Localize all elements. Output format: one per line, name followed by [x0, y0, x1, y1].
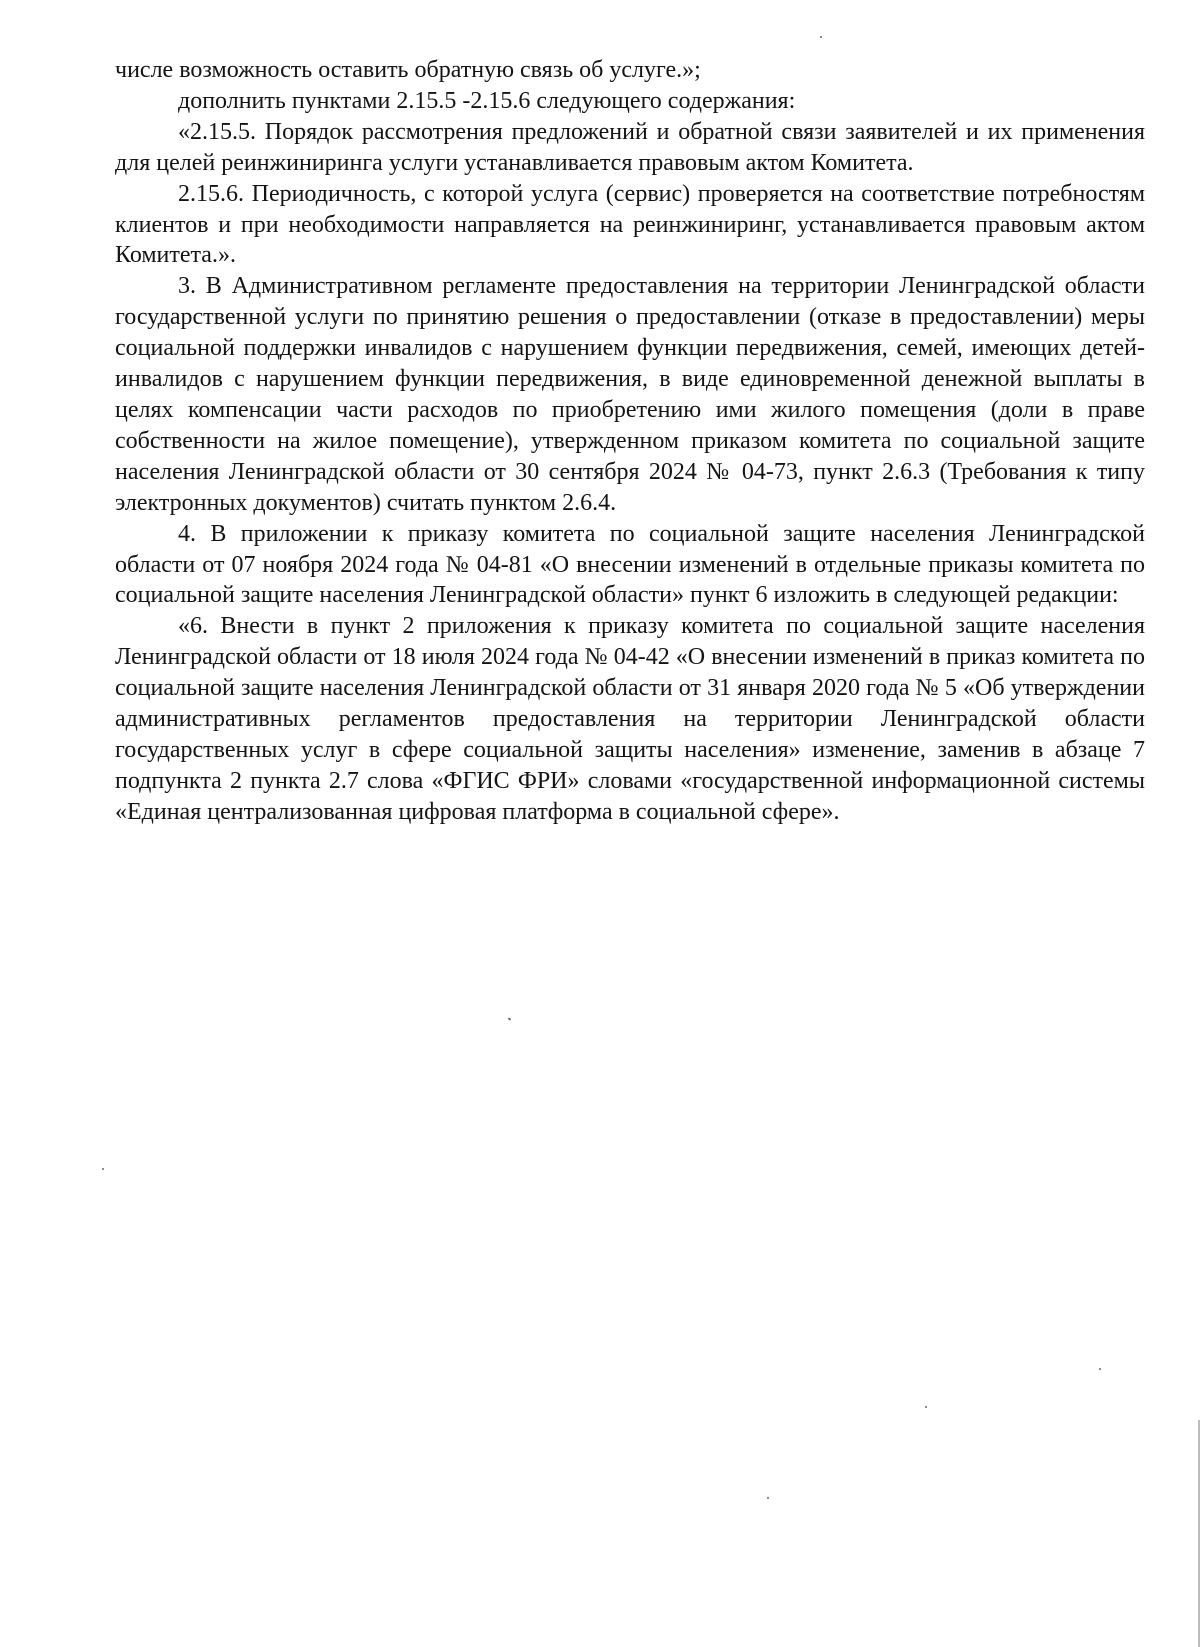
scan-speck: [102, 1168, 104, 1170]
scan-speck: [925, 1406, 927, 1408]
scan-speck: [1099, 1368, 1101, 1370]
paragraph-item-6-quote: «6. Внести в пункт 2 приложения к приказу комитета по социальной защите населения Ленинградской области от 18 июля 2024 года № 04-42 «О внесении изменений в приказ комитета по социальной защите населения Ленинградской области от 31 января 2020 года № 5 «Об утверждении административных регламентов предоставления на территории Ленинградской области государственных услуг в сфере социальной защиты населения» изменение, заменив в абзаце 7 подпункта 2 пункта 2.7 слова «ФГИС ФРИ» словами «государственной информационной системы «Единая централизованная цифровая платформа в социальной сфере».: [115, 613, 1145, 825]
scan-speck: [508, 1017, 512, 1020]
paragraph-item-3: 3. В Административном регламенте предоставления на территории Ленинградской области государственной услуги по принятию решения о предоставлении (отказе в предоставлении) меры социальной поддержки инвалидов с нарушением функции передвижения, семей, имеющих детей-инвалидов с нарушением функции передвижения, в виде единовременной денежной выплаты в целях компенсации части расходов по приобретению ими жилого помещения (доли в праве собственности на жилое помещение), утвержденном приказом комитета по социальной защите населения Ленинградской области от 30 сентября 2024 № 04-73, пункт 2.6.3 (Требования к типу электронных документов) считать пунктом 2.6.4.: [115, 273, 1145, 516]
paragraph-2-15-6: 2.15.6. Периодичность, с которой услуга (сервис) проверяется на соответствие потребностям клиентов и при необходимости направляется на реинжиниринг, устанавливается правовым актом Комитета.».: [115, 180, 1145, 269]
paragraph-2-15-5: «2.15.5. Порядок рассмотрения предложений и обратной связи заявителей и их применения для целей реинжиниринга услуги устанавливается правовым актом Комитета.: [115, 118, 1145, 176]
scan-speck: [820, 36, 822, 38]
paragraph-item-4: 4. В приложении к приказу комитета по социальной защите населения Ленинградской области от 07 ноября 2024 года № 04-81 «О внесении изменений в отдельные приказы комитета по социальной защите населения Ленинградской области» пункт 6 изложить в следующей редакции:: [115, 520, 1145, 609]
paragraph-continuation: числе возможность оставить обратную связь об услуге.»;: [115, 57, 701, 83]
document-body: [115, 55, 1145, 828]
paragraph-amendment-intro: дополнить пунктами 2.15.5 -2.15.6 следующего содержания:: [178, 87, 796, 114]
scan-speck: [767, 1497, 769, 1499]
